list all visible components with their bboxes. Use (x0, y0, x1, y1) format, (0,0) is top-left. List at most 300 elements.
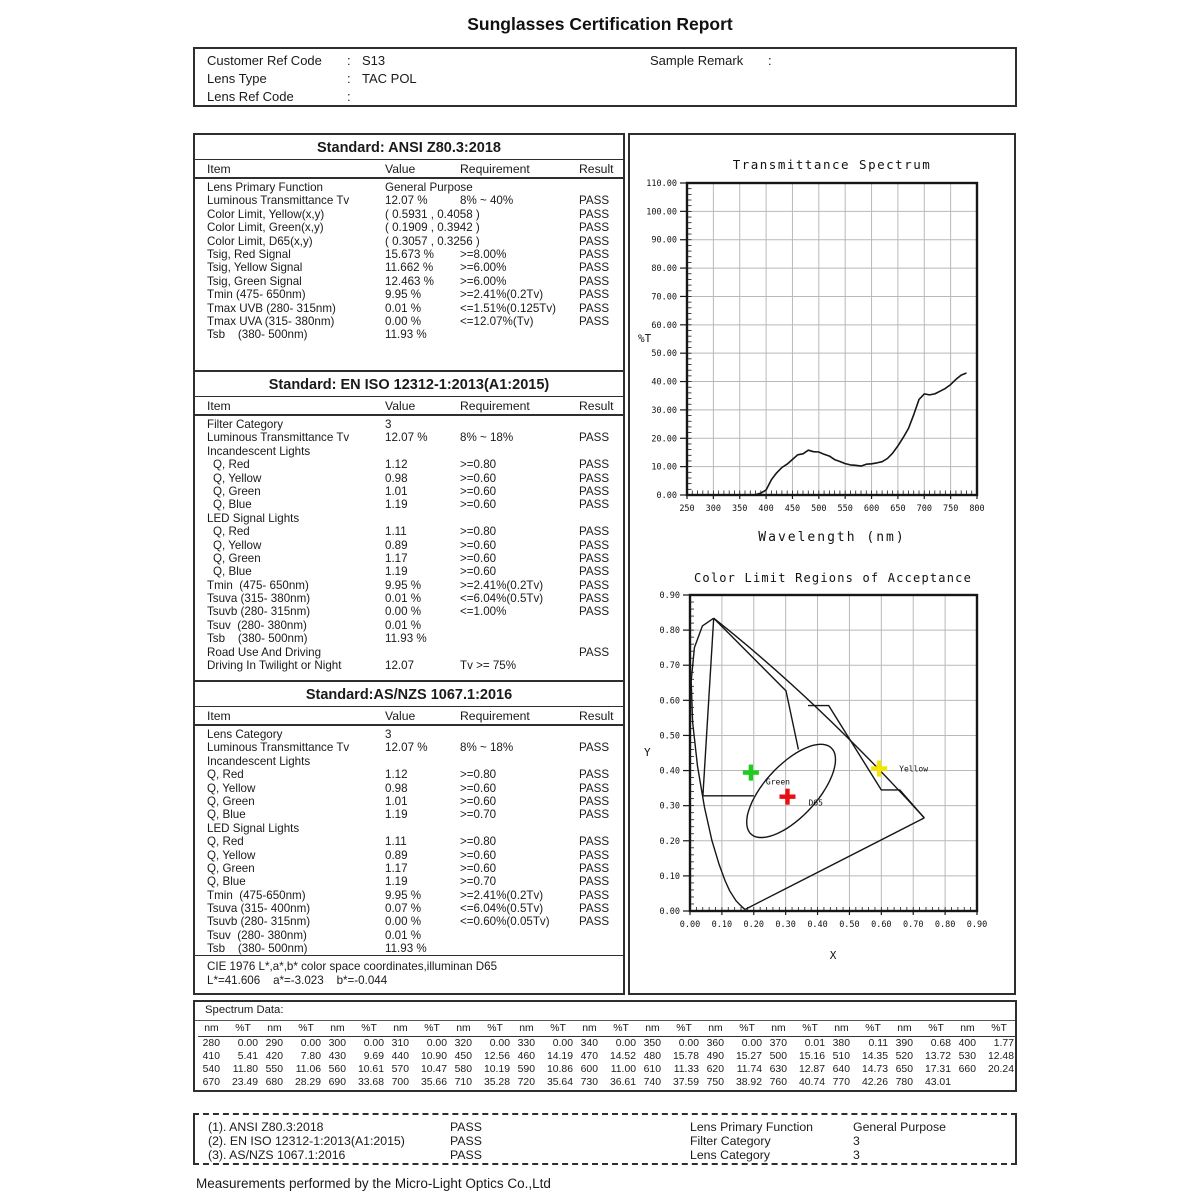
y-tick-label: 0.30 (659, 801, 680, 812)
yellow-region-boundary (808, 706, 924, 818)
item-cell: Road Use And Driving (207, 645, 322, 659)
y-tick-label: 60.00 (651, 320, 677, 331)
spectrum-t-cell: 11.74 (736, 1064, 762, 1076)
info-box (193, 47, 1017, 107)
value-cell: 0.01 % (385, 618, 422, 632)
x-tick-label: 0.50 (839, 920, 860, 930)
table-row (195, 235, 623, 248)
item-cell: Incandescent Lights (207, 444, 311, 458)
y-tick-label: 100.00 (646, 207, 677, 218)
spectrum-t-cell: 17.31 (924, 1064, 951, 1076)
requirement-cell: >=0.70 (460, 808, 497, 822)
item-cell: Q, Blue (213, 565, 252, 579)
result-cell: PASS (579, 538, 610, 552)
summary-result: PASS (450, 1148, 482, 1162)
requirement-cell: >=0.80 (460, 525, 497, 539)
info-field-value: S13 (362, 53, 386, 68)
spectrum-nm-cell: 500 (769, 1051, 787, 1063)
result-cell: PASS (579, 194, 610, 208)
table-row (195, 275, 623, 288)
spectrum-nm-cell: 750 (706, 1077, 724, 1089)
result-cell: PASS (579, 645, 610, 659)
value-cell: 0.01 % (385, 301, 422, 315)
result-cell: PASS (579, 915, 610, 929)
spectrum-t-cell: 9.69 (363, 1051, 384, 1063)
item-cell: Q, Yellow (207, 781, 256, 795)
value-cell: 1.19 (385, 498, 408, 512)
spectrum-col-header-nm: nm (324, 1021, 351, 1037)
column-header: Item (207, 162, 231, 176)
table-row (195, 248, 623, 261)
value-cell: 1.17 (385, 551, 408, 565)
table-row (195, 632, 623, 645)
table-row (195, 565, 623, 578)
spectrum-col-header-t: %T (351, 1021, 387, 1037)
result-cell: PASS (579, 288, 610, 302)
spectrum-nm-cell: 410 (202, 1051, 220, 1063)
item-cell: Tsuv (280- 380nm) (207, 618, 307, 632)
summary-row (195, 1120, 1015, 1134)
requirement-cell: >=0.60 (460, 484, 497, 498)
chart2-title: Color Limit Regions of Acceptance (693, 571, 973, 585)
spectrum-t-cell: 0.00 (237, 1038, 258, 1049)
table-row (195, 592, 623, 605)
sample-remark-label: Sample Remark (650, 53, 744, 68)
marker-yellow-icon (877, 761, 881, 777)
value-cell: 1.01 (385, 794, 408, 808)
item-cell: Color Limit, Yellow(x,y) (207, 207, 325, 221)
spectrum-nm-cell: 380 (832, 1038, 850, 1049)
requirement-cell: >=2.41%(0.2Tv) (460, 888, 544, 902)
summary-label: Filter Category (690, 1134, 771, 1148)
spectrum-t-cell: 11.06 (295, 1064, 321, 1076)
requirement-cell: Tv >= 75% (460, 659, 517, 673)
table-row (195, 485, 623, 498)
summary-label: Lens Category (690, 1148, 770, 1162)
requirement-cell: 8% ~ 40% (460, 194, 514, 208)
requirement-cell: >=2.41%(0.2Tv) (460, 578, 544, 592)
item-cell: Q, Red (213, 525, 250, 539)
spectrum-col-header-t: %T (729, 1021, 765, 1037)
requirement-cell: <=6.04%(0.5Tv) (460, 592, 544, 606)
item-cell: LED Signal Lights (207, 511, 300, 525)
summary-standard-name: (2). EN ISO 12312-1:2013(A1:2015) (208, 1134, 405, 1148)
item-cell: Tsig, Red Signal (207, 247, 291, 261)
value-cell: 11.93 % (385, 632, 427, 646)
spectrum-t-cell: 13.72 (924, 1051, 951, 1063)
chart2-xlabel: X (829, 949, 837, 962)
spectrum-nm-cell: 710 (454, 1077, 472, 1089)
x-tick-label: 0.40 (807, 920, 828, 930)
result-cell: PASS (579, 261, 610, 275)
x-tick-label: 750 (942, 504, 959, 514)
spectrum-nm-cell: 680 (265, 1077, 283, 1089)
spectrum-t-cell (981, 1076, 1017, 1089)
value-cell: 0.89 (385, 848, 408, 862)
spectrum-col-header-t: %T (288, 1021, 324, 1037)
spectrum-col-header-nm: nm (828, 1021, 855, 1037)
standard-title: Standard: EN ISO 12312-1:2013(A1:2015) (195, 377, 623, 397)
info-row (195, 89, 1015, 107)
result-cell: PASS (579, 605, 610, 619)
value-cell: 0.00 % (385, 314, 422, 328)
item-cell: Tmax UVA (315- 380nm) (207, 314, 335, 328)
spectrum-col-header-t: %T (540, 1021, 576, 1037)
item-cell: Tsuva (315- 400nm) (207, 902, 311, 916)
y-tick-label: 0.40 (659, 766, 680, 777)
result-cell: PASS (579, 781, 610, 795)
spectrum-t-cell: 10.47 (420, 1064, 447, 1076)
result-cell: PASS (579, 835, 610, 849)
value-cell: 0.01 % (385, 592, 422, 606)
spectrum-t-cell: 0.00 (363, 1038, 384, 1049)
requirement-cell: >=6.00% (460, 274, 507, 288)
chart1-ylabel: %T (638, 332, 652, 345)
column-header: Value (385, 162, 416, 176)
item-cell: Color Limit, Green(x,y) (207, 221, 324, 235)
item-cell: Tsb (380- 500nm) (207, 328, 308, 342)
requirement-cell: >=0.60 (460, 551, 497, 565)
value-cell: 1.19 (385, 808, 408, 822)
value-cell: 9.95 % (385, 578, 422, 592)
spectrum-t-cell: 35.66 (420, 1077, 447, 1089)
requirement-cell: <=1.51%(0.125Tv) (460, 301, 557, 315)
plot-frame (687, 183, 977, 495)
spectrum-t-cell: 14.19 (546, 1051, 573, 1063)
table-row (195, 755, 623, 768)
spectrum-nm-cell: 590 (517, 1064, 535, 1076)
spectrum-t-cell: 0.00 (615, 1038, 636, 1049)
requirement-cell: >=0.60 (460, 565, 497, 579)
y-tick-label: 30.00 (651, 405, 677, 416)
spectrum-t-cell: 35.64 (546, 1077, 573, 1089)
spectrum-t-cell: 15.27 (735, 1051, 762, 1063)
spectrum-t-cell: 14.52 (609, 1051, 636, 1063)
table-row (195, 288, 623, 301)
spectrum-col-header-nm: nm (576, 1021, 603, 1037)
value-cell: 1.19 (385, 565, 408, 579)
item-cell: Q, Green (213, 484, 261, 498)
spectrum-nm-cell: 700 (391, 1077, 409, 1089)
table-row (195, 902, 623, 915)
spectrum-nm-cell: 280 (202, 1038, 220, 1049)
item-cell: Luminous Transmittance Tv (207, 194, 350, 208)
column-header: Value (385, 399, 416, 413)
marker-d65-icon (785, 789, 789, 805)
spectrum-t-cell: 10.86 (546, 1064, 573, 1076)
result-cell: PASS (579, 592, 610, 606)
y-tick-label: 110.00 (646, 179, 677, 189)
spectrum-nm-cell: 660 (958, 1064, 976, 1076)
spectrum-t-cell: 0.68 (930, 1038, 951, 1049)
spectrum-t-cell: 15.16 (798, 1051, 825, 1063)
spectrum-data-table (198, 1021, 1017, 1089)
requirement-cell: >=6.00% (460, 261, 507, 275)
requirement-cell: >=0.60 (460, 538, 497, 552)
requirement-cell: >=0.70 (460, 875, 497, 889)
spectrum-col-header-t: %T (666, 1021, 702, 1037)
spectrum-nm-cell: 430 (328, 1051, 346, 1063)
spectrum-col-header-t: %T (414, 1021, 450, 1037)
value-cell: 0.89 (385, 538, 408, 552)
requirement-cell: >=0.60 (460, 471, 497, 485)
table-rows (195, 418, 623, 672)
spectrum-nm-cell: 530 (958, 1051, 976, 1063)
table-row (195, 605, 623, 618)
value-cell: 3 (385, 418, 392, 431)
result-cell: PASS (579, 848, 610, 862)
standard-section (195, 680, 623, 955)
table-row (195, 808, 623, 821)
spectrum-col-header-t: %T (918, 1021, 954, 1037)
value-cell: ( 0.5931 , 0.4058 ) (385, 207, 480, 221)
spectrum-nm-cell: 650 (895, 1064, 913, 1076)
requirement-cell: >=8.00% (460, 247, 507, 261)
spectrum-t-cell: 14.73 (861, 1064, 888, 1076)
table-row (195, 795, 623, 808)
table-row (195, 741, 623, 754)
item-cell: LED Signal Lights (207, 821, 300, 835)
spectrum-t-cell: 11.00 (610, 1064, 636, 1076)
spectrum-t-cell: 0.11 (868, 1038, 888, 1049)
x-tick-label: 500 (811, 504, 827, 514)
marker-green-icon (749, 765, 753, 781)
table-rows (195, 181, 623, 342)
item-cell: Q, Green (213, 551, 261, 565)
spectrum-nm-cell: 600 (580, 1064, 598, 1076)
table-row (195, 875, 623, 888)
spectral-locus-right (714, 618, 925, 818)
spectrum-nm-cell: 720 (517, 1077, 535, 1089)
summary-row (195, 1134, 1015, 1148)
spectrum-col-header-nm: nm (261, 1021, 288, 1037)
table-row (195, 512, 623, 525)
item-cell: Q, Blue (207, 808, 246, 822)
y-tick-label: 0.00 (656, 491, 677, 501)
spectrum-t-cell: 36.61 (609, 1077, 636, 1089)
item-cell: Tsig, Green Signal (207, 274, 302, 288)
table-row (195, 619, 623, 632)
y-tick-label: 0.50 (659, 731, 680, 742)
y-tick-label: 0.80 (659, 626, 680, 637)
x-tick-label: 700 (916, 504, 932, 514)
spectrum-nm-cell: 390 (895, 1038, 913, 1049)
item-cell: Tsuv (280- 380nm) (207, 928, 307, 942)
green-region-boundary (703, 618, 714, 796)
item-cell: Color Limit, D65(x,y) (207, 234, 313, 248)
spectrum-t-cell: 42.26 (861, 1077, 888, 1089)
summary-row (195, 1148, 1015, 1162)
x-tick-label: 400 (758, 504, 774, 514)
summary-value: General Purpose (853, 1120, 946, 1134)
result-cell: PASS (579, 247, 610, 261)
chart2-ylabel: Y (644, 746, 651, 759)
result-cell: PASS (579, 808, 610, 822)
item-cell: Q, Yellow (213, 538, 262, 552)
result-cell: PASS (579, 458, 610, 472)
item-cell: Incandescent Lights (207, 754, 311, 768)
spectrum-nm-cell: 640 (832, 1064, 850, 1076)
spectrum-t-cell: 37.59 (672, 1077, 699, 1089)
standard-section (195, 135, 623, 370)
table-row (195, 498, 623, 511)
y-tick-label: 0.70 (659, 661, 680, 672)
item-cell: Lens Category (207, 728, 283, 741)
table-row (195, 208, 623, 221)
table-row (195, 929, 623, 942)
x-tick-label: 0.30 (775, 920, 796, 930)
x-tick-label: 0.90 (966, 920, 988, 930)
result-cell: PASS (579, 875, 610, 889)
summary-result: PASS (450, 1120, 482, 1134)
spectrum-nm-cell: 290 (265, 1038, 283, 1049)
result-cell: PASS (579, 551, 610, 565)
requirement-cell: >=0.60 (460, 861, 497, 875)
table-row (195, 445, 623, 458)
item-cell: Q, Blue (213, 498, 252, 512)
requirement-cell: <=1.00% (460, 605, 507, 619)
spectrum-t-cell: 20.24 (987, 1064, 1014, 1076)
standard-section (195, 370, 623, 680)
y-tick-label: 0.60 (659, 696, 680, 707)
spectrum-t-cell: 7.80 (300, 1051, 321, 1063)
spectrum-data-label: Spectrum Data: (205, 1004, 284, 1016)
value-cell: General Purpose (385, 181, 473, 194)
y-tick-label: 20.00 (651, 434, 677, 445)
spectrum-nm-cell: 370 (769, 1038, 787, 1049)
spectrum-nm-cell: 310 (391, 1038, 409, 1049)
y-tick-label: 0.20 (659, 836, 680, 847)
info-label: Customer Ref Code (207, 53, 322, 68)
item-cell: Tmin (475-650nm) (207, 888, 306, 902)
spectrum-nm-cell: 460 (517, 1051, 535, 1063)
table-row (195, 728, 623, 741)
requirement-cell: >=0.80 (460, 768, 497, 782)
spectrum-col-header-nm: nm (450, 1021, 477, 1037)
table-row (195, 328, 623, 341)
spectrum-t-cell: 38.92 (735, 1077, 762, 1089)
result-cell: PASS (579, 221, 610, 235)
spectrum-t-cell: 11.33 (673, 1064, 699, 1076)
requirement-cell: <=12.07%(Tv) (460, 314, 534, 328)
x-tick-label: 0.00 (679, 920, 701, 930)
column-header: Requirement (460, 709, 530, 723)
spectrum-col-header-nm: nm (702, 1021, 729, 1037)
x-tick-label: 0.10 (711, 920, 733, 930)
requirement-cell: >=0.60 (460, 781, 497, 795)
spectrum-t-cell: 11.80 (232, 1064, 258, 1076)
table-row (195, 525, 623, 538)
table-row (195, 782, 623, 795)
table-row (195, 221, 623, 234)
spectrum-t-cell: 40.74 (798, 1077, 825, 1089)
table-row (195, 889, 623, 902)
standards-panel (193, 133, 625, 995)
item-cell: Luminous Transmittance Tv (207, 431, 350, 445)
x-tick-label: 0.80 (934, 920, 956, 930)
info-row (195, 71, 1015, 89)
value-cell: 9.95 % (385, 288, 422, 302)
result-cell: PASS (579, 768, 610, 782)
value-cell: 12.07 % (385, 194, 428, 208)
spectrum-nm-cell: 780 (895, 1077, 913, 1089)
result-cell: PASS (579, 431, 610, 445)
y-tick-label: 0.00 (659, 907, 680, 917)
info-field-value: TAC POL (362, 71, 417, 86)
item-cell: Tsuvb (280- 315nm) (207, 915, 311, 929)
spectrum-nm-cell: 450 (454, 1051, 472, 1063)
value-cell: 9.95 % (385, 888, 422, 902)
requirement-cell: <=6.04%(0.5Tv) (460, 902, 544, 916)
spectrum-nm-cell: 610 (643, 1064, 661, 1076)
info-colon: : (347, 53, 351, 68)
item-cell: Tsb (380- 500nm) (207, 632, 308, 646)
spectrum-col-header-t: %T (477, 1021, 513, 1037)
item-cell: Tmin (475- 650nm) (207, 288, 306, 302)
value-cell: 0.07 % (385, 902, 422, 916)
spectrum-t-cell: 0.00 (300, 1038, 321, 1049)
x-tick-label: 800 (969, 504, 985, 514)
x-tick-label: 0.60 (871, 920, 892, 930)
spectrum-nm-cell: 670 (202, 1077, 220, 1089)
spectrum-t-cell: 33.68 (357, 1077, 384, 1089)
spectrum-nm-cell: 510 (832, 1051, 850, 1063)
summary-label: Lens Primary Function (690, 1120, 814, 1134)
spectrum-nm-cell: 540 (202, 1064, 220, 1076)
value-cell: 1.11 (385, 835, 407, 849)
value-cell: 15.673 % (385, 247, 434, 261)
spectrum-t-cell: 0.00 (552, 1038, 573, 1049)
standard-title: Standard: ANSI Z80.3:2018 (195, 140, 623, 160)
table-rows (195, 728, 623, 955)
column-header-row (195, 160, 623, 179)
item-cell: Q, Red (207, 768, 244, 782)
cie-note-line2: L*=41.606 a*=-3.023 b*=-0.044 (207, 974, 388, 987)
y-tick-label: 0.10 (659, 871, 680, 882)
spectrum-col-header-nm: nm (765, 1021, 792, 1037)
column-header: Item (207, 399, 231, 413)
spectrum-t-cell: 23.49 (231, 1077, 258, 1089)
summary-result: PASS (450, 1134, 482, 1148)
result-cell: PASS (579, 471, 610, 485)
spectrum-t-cell: 0.00 (489, 1038, 510, 1049)
requirement-cell: >=0.60 (460, 848, 497, 862)
spectrum-nm-cell: 350 (643, 1038, 661, 1049)
x-tick-label: 350 (732, 504, 748, 514)
table-row (195, 181, 623, 194)
spectrum-col-header-nm: nm (198, 1021, 225, 1037)
summary-standard-name: (1). ANSI Z80.3:2018 (208, 1120, 324, 1134)
table-row (195, 552, 623, 565)
value-cell: 11.662 % (385, 261, 434, 275)
result-cell: PASS (579, 301, 610, 315)
cie-note-line1: CIE 1976 L*,a*,b* color space coordinates,illuminan D65 (207, 960, 498, 973)
spectrum-nm-cell: 730 (580, 1077, 598, 1089)
d65-ellipse (747, 744, 836, 837)
spectrum-nm-cell: 320 (454, 1038, 472, 1049)
spectrum-t-cell: 35.28 (483, 1077, 510, 1089)
item-cell: Q, Green (207, 861, 255, 875)
item-cell: Q, Green (207, 794, 255, 808)
spectrum-data-box (193, 1000, 1017, 1092)
item-cell: Q, Blue (207, 875, 246, 889)
transmittance-curve (703, 373, 967, 495)
item-cell: Q, Yellow (213, 471, 262, 485)
y-tick-label: 40.00 (651, 377, 677, 388)
summary-standard-name: (3). AS/NZS 1067.1:2016 (208, 1148, 346, 1162)
requirement-cell: 8% ~ 18% (460, 431, 514, 445)
spectrum-t-cell: 10.61 (357, 1064, 384, 1076)
